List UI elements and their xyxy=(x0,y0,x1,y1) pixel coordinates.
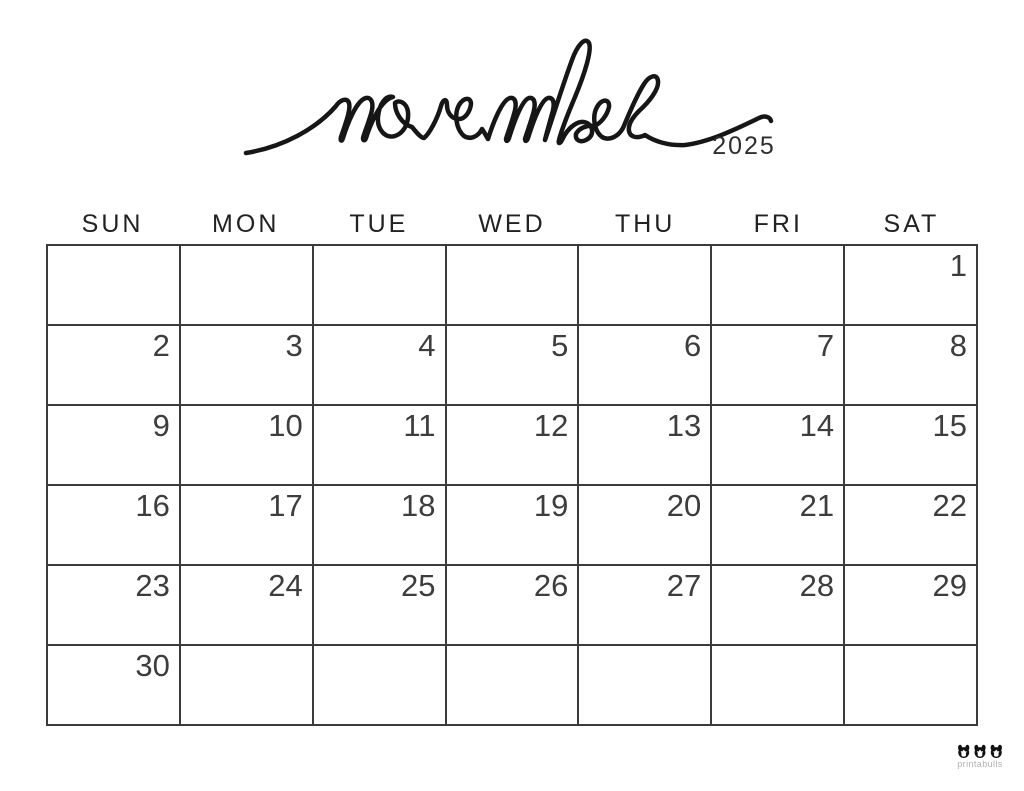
day-cell: 13 xyxy=(578,405,711,485)
day-cell: 7 xyxy=(711,325,844,405)
day-cell: 20 xyxy=(578,485,711,565)
day-cell xyxy=(180,245,313,325)
day-cell: 28 xyxy=(711,565,844,645)
day-cell: 24 xyxy=(180,565,313,645)
day-cell: 18 xyxy=(313,485,446,565)
week-row-6 xyxy=(47,645,977,725)
day-cell: 2 xyxy=(47,325,180,405)
dates-table xyxy=(46,244,978,726)
week-row-2 xyxy=(47,325,977,405)
calendar-grid xyxy=(46,210,978,726)
day-cell xyxy=(711,645,844,725)
day-cell: 4 xyxy=(313,325,446,405)
day-cell xyxy=(313,245,446,325)
day-cell xyxy=(578,645,711,725)
three-bulldog-faces-icon xyxy=(957,744,1003,759)
weekday-thu: THU xyxy=(614,210,676,238)
day-cell: 8 xyxy=(844,325,977,405)
weekday-fri: FRI xyxy=(753,210,803,238)
day-cell: 29 xyxy=(844,565,977,645)
day-cell: 26 xyxy=(446,565,579,645)
day-cell xyxy=(711,245,844,325)
weekday-mon: MON xyxy=(212,210,280,238)
week-row-4 xyxy=(47,485,977,565)
day-cell xyxy=(180,645,313,725)
day-cell: 6 xyxy=(578,325,711,405)
day-cell: 14 xyxy=(711,405,844,485)
day-cell xyxy=(446,245,579,325)
day-cell: 21 xyxy=(711,485,844,565)
week-row-3 xyxy=(47,405,977,485)
day-cell: 15 xyxy=(844,405,977,485)
day-cell: 25 xyxy=(313,565,446,645)
day-cell xyxy=(578,245,711,325)
day-cell: 12 xyxy=(446,405,579,485)
day-cell: 5 xyxy=(446,325,579,405)
day-cell: 22 xyxy=(844,485,977,565)
day-cell: 19 xyxy=(446,485,579,565)
printabulls-watermark xyxy=(942,744,1018,769)
day-cell: 17 xyxy=(180,485,313,565)
day-cell: 3 xyxy=(180,325,313,405)
year-label: 2025 xyxy=(712,132,776,160)
day-cell: 30 xyxy=(47,645,180,725)
day-cell xyxy=(446,645,579,725)
day-cell: 23 xyxy=(47,565,180,645)
day-cell: 10 xyxy=(180,405,313,485)
weekday-wed: WED xyxy=(478,210,546,238)
weekday-tue: TUE xyxy=(349,210,409,238)
day-cell: 9 xyxy=(47,405,180,485)
day-cell xyxy=(844,645,977,725)
day-cell xyxy=(47,245,180,325)
week-row-1 xyxy=(47,245,977,325)
watermark-text: printabulls xyxy=(957,759,1003,769)
day-cell xyxy=(313,645,446,725)
day-cell: 16 xyxy=(47,485,180,565)
weekday-sun: SUN xyxy=(81,210,144,238)
week-row-5 xyxy=(47,565,977,645)
day-cell: 1 xyxy=(844,245,977,325)
weekday-header-row xyxy=(46,210,978,244)
weekday-sat: SAT xyxy=(883,210,940,238)
day-cell: 11 xyxy=(313,405,446,485)
day-cell: 27 xyxy=(578,565,711,645)
